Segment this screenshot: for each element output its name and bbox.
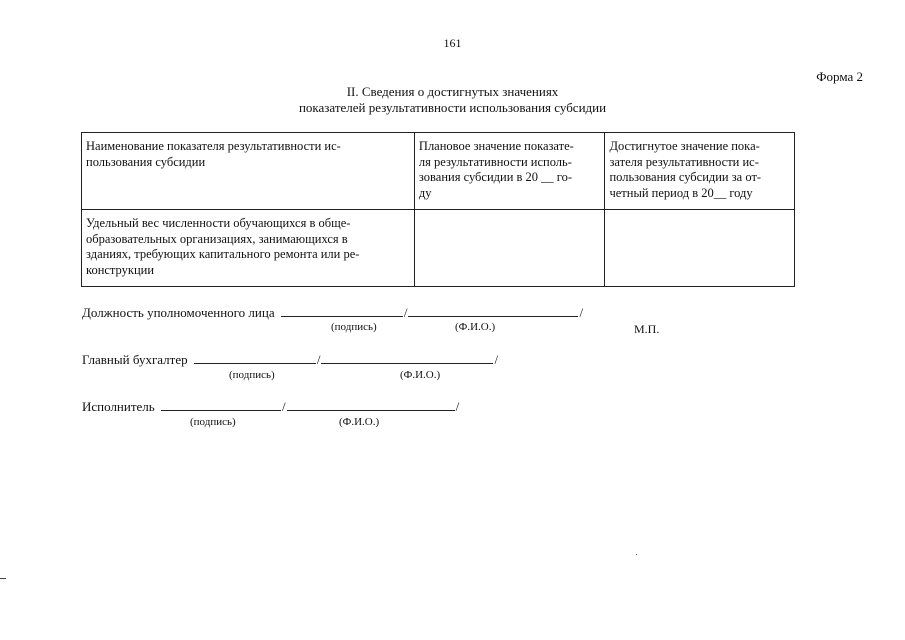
heading-line-1: II. Сведения о достигнутых значениях <box>346 84 559 99</box>
scan-speck <box>636 554 637 555</box>
signature-label: Главный бухгалтер <box>82 352 188 367</box>
page-number: 161 <box>443 36 462 50</box>
caption-name: (Ф.И.О.) <box>339 416 380 428</box>
cell-achieved-value[interactable] <box>605 210 795 287</box>
cell-line: зданиях, требующих капитального ремонта или ре- <box>86 247 360 261</box>
header-indicator-name <box>82 133 415 210</box>
table-row <box>82 210 795 287</box>
header-line: Наименование показателя результативности ис- <box>86 139 341 153</box>
results-table <box>81 132 795 287</box>
name-line[interactable] <box>321 351 493 364</box>
header-line: Плановое значение показате- <box>418 139 574 153</box>
cell-planned-value[interactable] <box>414 210 605 287</box>
slash-separator: / <box>403 305 408 320</box>
header-line: четный период в 20__ году <box>609 185 753 200</box>
slash-separator: / <box>579 305 584 320</box>
signature-row-executor <box>82 398 460 415</box>
signature-line[interactable] <box>281 304 403 317</box>
signature-line[interactable] <box>194 351 316 364</box>
header-line: зателя результативности ис- <box>609 154 759 169</box>
name-line[interactable] <box>287 398 455 411</box>
caption-name: (Ф.И.О.) <box>455 321 496 333</box>
cell-line: образовательных организациях, занимающихся в <box>86 231 348 246</box>
signature-label: Исполнитель <box>82 399 155 414</box>
scan-mark <box>0 578 6 579</box>
signature-row-chief-accountant <box>82 351 499 368</box>
heading-line-2: показателей результативности использования субсидии <box>298 100 607 115</box>
caption-signature: (подпись) <box>229 369 275 381</box>
header-line: пользования субсидии за от- <box>609 170 762 184</box>
section-heading <box>0 84 905 116</box>
header-line: ду <box>418 185 432 200</box>
signature-line[interactable] <box>161 398 281 411</box>
cell-line: конструкции <box>86 262 155 277</box>
header-line: Достигнутое значение пока- <box>609 139 760 153</box>
name-line[interactable] <box>408 304 578 317</box>
form-label: Форма 2 <box>816 69 863 84</box>
slash-separator: / <box>494 352 499 367</box>
cell-indicator-name <box>82 210 415 287</box>
slash-separator: / <box>316 352 321 367</box>
cell-line: Удельный вес численности обучающихся в обще- <box>86 216 351 230</box>
signature-row-authorized <box>82 304 584 321</box>
caption-name: (Ф.И.О.) <box>400 369 441 381</box>
signature-label: Должность уполномоченного лица <box>82 305 275 320</box>
table-header-row <box>82 133 795 210</box>
header-achieved-value <box>605 133 795 210</box>
caption-signature: (подпись) <box>331 321 377 333</box>
caption-signature: (подпись) <box>190 416 236 428</box>
header-line: зования субсидии в 20 __ го- <box>418 170 573 184</box>
header-line: пользования субсидии <box>86 154 206 169</box>
header-line: ля результативности исполь- <box>418 154 572 169</box>
stamp-placeholder: М.П. <box>634 322 660 336</box>
slash-separator: / <box>455 399 460 414</box>
slash-separator: / <box>281 399 286 414</box>
header-planned-value <box>414 133 605 210</box>
